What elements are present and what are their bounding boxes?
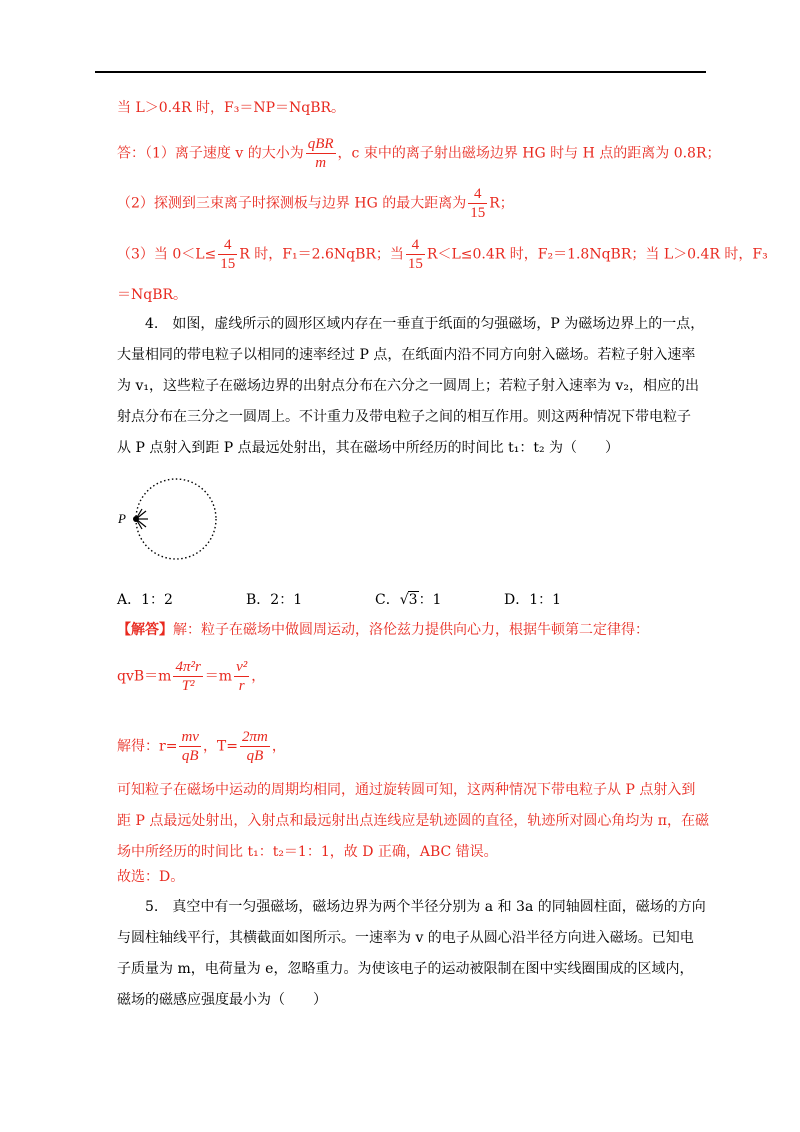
q5-line-2: 与圆柱轴线平行，其横截面如图所示。一速率为 v 的电子从圆心沿半径方向进入磁场。已知电	[117, 930, 694, 946]
q5-line-4: 磁场的磁感应强度最小为（ ）	[117, 992, 327, 1008]
fraction-4-over-15: $\frac{4}{15}$	[470, 186, 486, 221]
magnetic-field-circle-diagram	[110, 478, 230, 568]
answer-part1-suffix: ，c 束中的离子射出磁场边界 HG 时与 H 点的距离为 0.8R；	[337, 145, 721, 162]
fraction-2pim-over-qb: $\frac{2\pi m}{qB}$	[242, 729, 268, 764]
q4-line-1: 4. 如图，虚线所示的圆形区域内存在一垂直于纸面的匀强磁场，P 为磁场边界上的一点，	[145, 316, 705, 332]
header-rule	[95, 71, 706, 73]
q4-line-3: 为 v₁，这些粒子在磁场边界的出射点分布在六分之一圆周上；若粒子射入速率为 v₂，相应的出	[117, 378, 699, 394]
sqrt-3: 3	[408, 592, 418, 608]
fraction-mv-over-qb: $\frac{mv}{qB}$	[181, 729, 199, 764]
solution-intro: 【解答】解：粒子在磁场中做圆周运动，洛伦兹力提供向心力，根据牛顿第二定律得：	[117, 622, 649, 638]
fraction-4-over-15: $\frac{4}{15}$	[220, 237, 236, 272]
answer-part3-continued: ＝NqBR。	[117, 287, 188, 303]
particle-direction-arrows	[136, 509, 148, 529]
solution-choice: 故选：D。	[117, 869, 185, 885]
option-b[interactable]: B．2：1	[246, 592, 303, 608]
answer-part3: （3）当 0＜L≤ $\frac{4}{15}$ R 时，F₁＝2.6NqBR；当 $\frac{4}{15}$ R＜L≤0.4R 时，F₂＝1.8NqBR；当 L＞0.4R 时，F₃	[117, 237, 768, 272]
fraction-4-over-15-second: $\frac{4}{15}$	[407, 237, 423, 272]
answer-part1	[117, 135, 721, 172]
option-d[interactable]: D．1：1	[504, 592, 562, 608]
fraction-qbr-over-m: $\frac{\text{qBR}}{m}$	[307, 136, 334, 171]
q5-line-3: 子质量为 m，电荷量为 e，忽略重力。为使该电子的运动被限制在图中实线圈围成的区域内，	[117, 961, 694, 977]
fraction-v2-over-r: $\frac{\text{v²}}{r}$	[236, 659, 248, 694]
equation-1: qvB＝m $\frac{\text{4π²r}}{\text{T²}}$ ＝m $\frac{\text{v²}}{r}$ ，	[117, 659, 266, 694]
solution-para-3: 场中所经历的时间比 t₁：t₂＝1：1，故 D 正确，ABC 错误。	[117, 844, 498, 860]
solution-para-2: 距 P 点最远处射出，入射点和最远射出点连线应是轨迹圆的直径，轨迹所对圆心角均为 π，在磁	[117, 813, 709, 829]
solution-para-1: 可知粒子在磁场中运动的周期均相同，通过旋转圆可知，这两种情况下带电粒子从 P 点射入到	[117, 782, 696, 798]
option-a[interactable]: A．1：2	[117, 592, 173, 608]
q5-line-1: 5. 真空中有一匀强磁场，磁场边界为两个半径分别为 a 和 3a 的同轴圆柱面，磁场的方向	[145, 899, 706, 915]
solution-tag: 【解答】	[117, 622, 173, 638]
point-p-label: P	[118, 511, 126, 526]
answer-part1-prefix: 答：（1）离子速度 v 的大小为	[117, 145, 304, 162]
answer-f3-line: 当 L＞0.4R 时，F₃＝NP＝NqBR。	[117, 100, 346, 116]
answer-part2: （2）探测到三束离子时探测板与边界 HG 的最大距离为 $\frac{4}{15}$ R；	[117, 186, 514, 221]
q4-line-4: 射点分布在三分之一圆周上。不计重力及带电粒子之间的相互作用。则这两种情况下带电粒子	[117, 409, 691, 425]
option-c[interactable]: C．√3：1	[375, 592, 442, 608]
fraction-4pi2r-over-t2: $\frac{\text{4π²r}}{\text{T²}}$	[175, 659, 201, 694]
equation-2: 解得：r= $\frac{mv}{qB}$ ，T= $\frac{2\pi m}{qB}$ ，	[117, 729, 286, 764]
q4-line-2: 大量相同的带电粒子以相同的速率经过 P 点，在纸面内沿不同方向射入磁场。若粒子射入速率	[117, 347, 696, 363]
q4-line-5: 从 P 点射入到距 P 点最远处射出，其在磁场中所经历的时间比 t₁：t₂ 为（ ）	[117, 440, 620, 456]
